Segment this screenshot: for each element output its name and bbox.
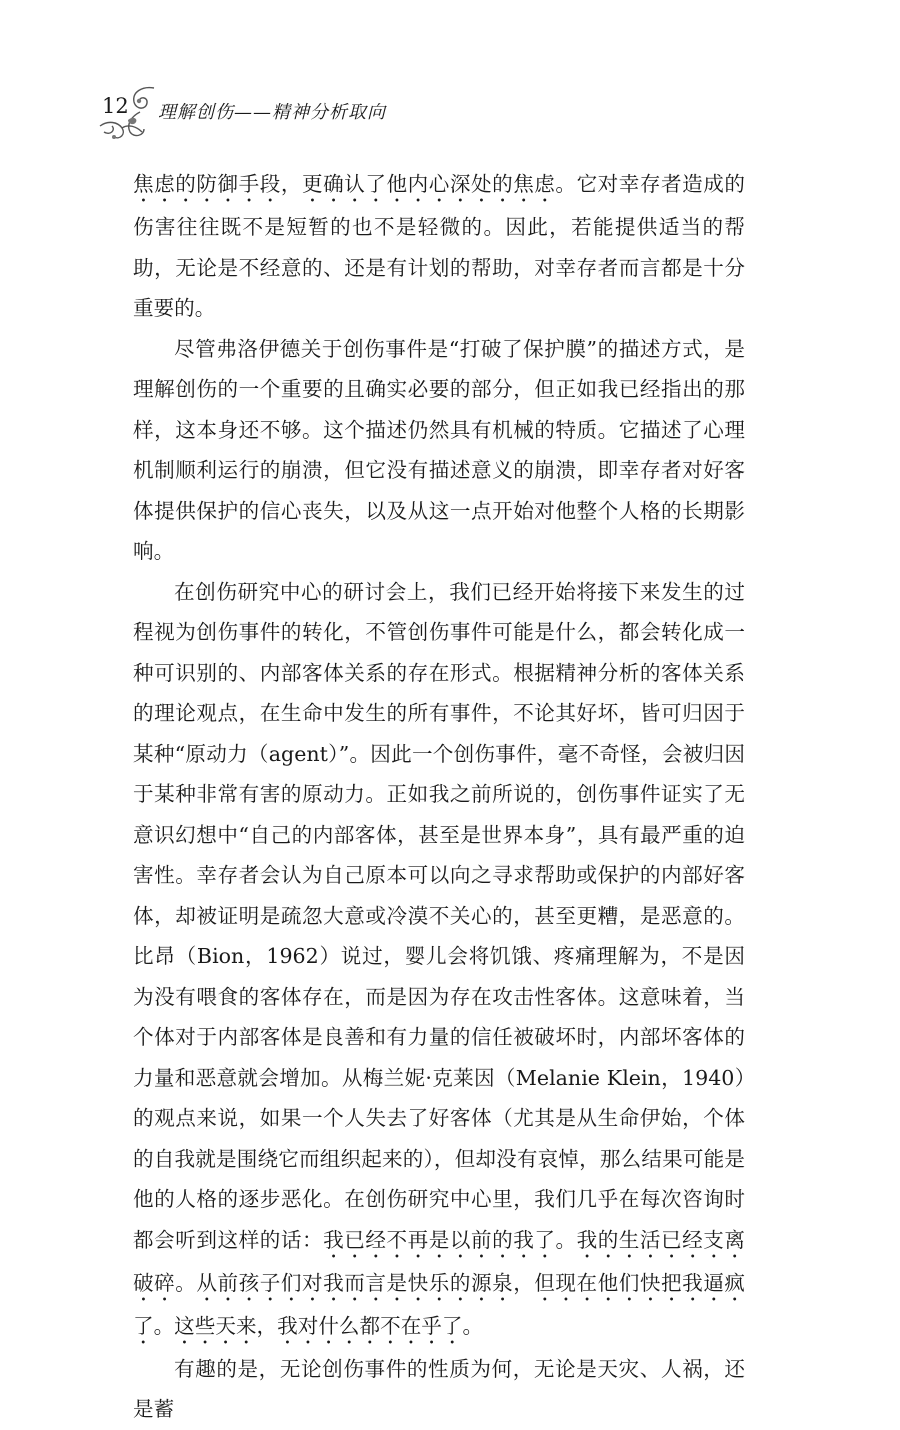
text-segment: 在创伤研究中心的研讨会上，我们已经开始将接下来发生的过程视为创伤事件的转化，不管创伤事件可能是什么，都会转化成一种可识别的、内部客体关系的存在形式。根据精神分析的客体关系的理论观点，在生命中发生的所有事件，不论其好坏，皆可归因于某种“原动力（agent）”。因此一个创伤事件，毫不奇怪，会被归因于某种非常有害的原动力。正如我之前所说的，创伤事件证实了无意识幻想中“自己的内部客体，甚至是世界本身”，具有最严重的迫害性。幸存者会认为自己原本可以向之寻求帮助或保护的内部好客体，却被证明是疏忽大意或冷漠不关心的，甚至更糟，是恶意的。比昂（Bion，1962）说过，婴儿会将饥饿、疼痛理解为，不是因为没有喂食的客体存在，而是因为存在攻击性客体。这意味着，当个体对于内部客体是良善和有力量的信任被破坏时，内部坏客体的力量和恶意就会增加。从梅兰妮·克莱因（Melanie Klein，1940）的观点来说，如果一个人失去了好客体（尤其是从生命伊始，个体的自我就是围绕它而组织起来的），但却没有哀悼，那么结果可能是他的人格的逐步恶化。在创伤研究中心里，我们几乎在每次咨询时都会听到这样的话： bbox=[133, 579, 745, 1252]
running-header bbox=[92, 82, 412, 142]
paragraph bbox=[133, 572, 745, 1349]
emphasized-text: 焦虑的防御手段，更确认了他内心深处的焦虑。 bbox=[133, 172, 577, 196]
text-segment: 有趣的是，无论创伤事件的性质为何，无论是天灾、人祸，还是蓄 bbox=[133, 1356, 745, 1421]
paragraph bbox=[133, 329, 745, 572]
body-text bbox=[133, 164, 745, 1430]
paragraph bbox=[133, 1349, 745, 1430]
text-segment: 它对幸存者造成的伤害往往既不是短暂的也不是轻微的。因此，若能提供适当的帮助，无论是不经意的、还是有计划的帮助，对幸存者而言都是十分重要的。 bbox=[133, 172, 746, 320]
paragraph bbox=[133, 164, 745, 329]
page-number: 12 bbox=[102, 94, 129, 118]
text-segment: 尽管弗洛伊德关于创伤事件是“打破了保护膜”的描述方式，是理解创伤的一个重要的且确实必要的部分，但正如我已经指出的那样，这本身还不够。这个描述仍然具有机械的特质。它描述了心理机制顺利运行的崩溃，但它没有描述意义的崩溃，即幸存者对好客体提供保护的信心丧失，以及从这一点开始对他整个人格的长期影响。 bbox=[133, 336, 745, 563]
running-title: 理解创伤——精神分析取向 bbox=[158, 102, 386, 123]
emphasized-text: 我已经不再是以前的我了。我的生活已经支离破碎。从前孩子们对我而言是快乐的源泉，但现在他们快把我逼疯了。这些天来，我对什么都不在乎了。 bbox=[133, 1227, 746, 1338]
